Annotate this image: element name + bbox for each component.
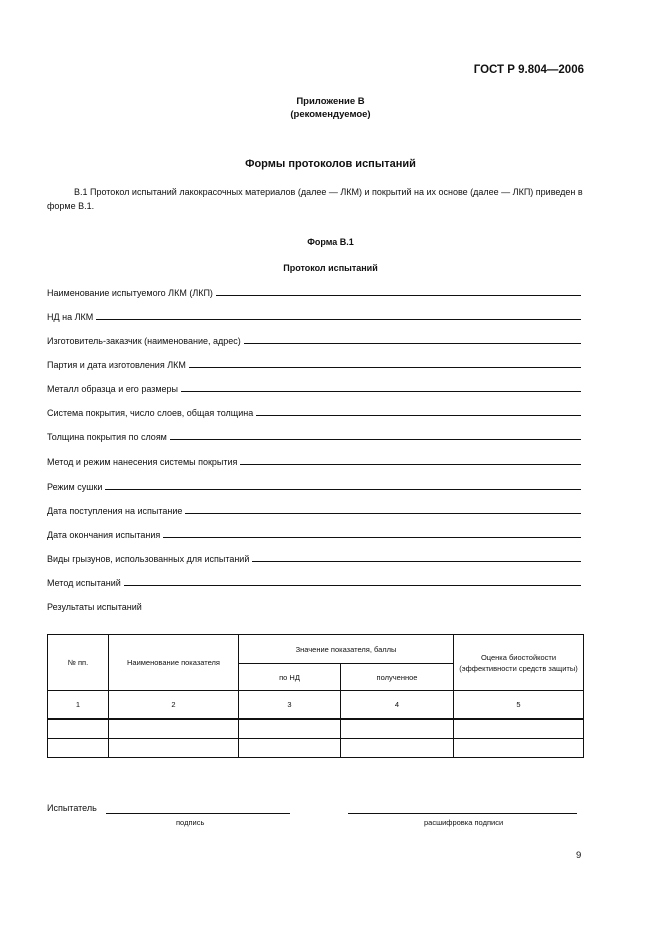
table-cell[interactable] <box>341 739 454 758</box>
table-cell[interactable] <box>48 739 109 758</box>
table-row <box>48 739 584 758</box>
results-table <box>47 634 584 758</box>
form-field[interactable] <box>47 285 581 299</box>
document-code: ГОСТ Р 9.804—2006 <box>473 64 584 76</box>
column-number: 4 <box>341 691 454 720</box>
table-cell[interactable] <box>109 719 239 739</box>
field-label: Режим сушки <box>47 482 103 492</box>
field-label: Дата окончания испытания <box>47 530 161 540</box>
fill-line <box>216 295 581 296</box>
field-label: Система покрытия, число слоев, общая толщина <box>47 408 254 418</box>
fill-line <box>185 513 581 514</box>
form-field[interactable] <box>47 429 581 443</box>
section-title: Формы протоколов испытаний <box>245 158 416 170</box>
table-cell[interactable] <box>454 739 584 758</box>
page-number: 9 <box>576 850 582 861</box>
form-field[interactable] <box>47 503 581 517</box>
table-cell[interactable] <box>239 739 341 758</box>
header-by-nd: по НД <box>239 664 341 691</box>
fill-line <box>240 464 581 465</box>
column-number: 5 <box>454 691 584 720</box>
annex-title: Приложение В <box>296 96 365 107</box>
fill-line <box>124 585 581 586</box>
fill-line <box>105 489 581 490</box>
form-title: Форма В.1 <box>307 237 354 247</box>
column-number: 1 <box>48 691 109 720</box>
field-label: Метод и режим нанесения системы покрытия <box>47 457 238 467</box>
column-number: 2 <box>109 691 239 720</box>
field-label: Металл образца и его размеры <box>47 384 179 394</box>
field-label: Наименование испытуемого ЛКМ (ЛКП) <box>47 288 213 298</box>
fill-line <box>256 415 581 416</box>
form-field[interactable] <box>47 479 581 493</box>
intro-paragraph: В.1 Протокол испытаний лакокрасочных материалов (далее — ЛКМ) и покрытий на их основе (далее — ЛКП) приведен в форме В.1. <box>47 187 583 211</box>
form-field[interactable] <box>47 357 581 371</box>
table-row <box>48 719 584 739</box>
fill-line <box>181 391 581 392</box>
field-label: Толщина покрытия по слоям <box>47 432 167 442</box>
table-cell[interactable] <box>239 719 341 739</box>
form-field[interactable] <box>47 309 581 323</box>
form-field[interactable] <box>47 575 581 589</box>
header-value-group: Значение показателя, баллы <box>239 635 454 664</box>
form-field[interactable] <box>47 527 581 541</box>
field-label: Изготовитель-заказчик (наименование, адрес) <box>47 336 241 346</box>
decoding-caption: расшифровка подписи <box>424 818 504 827</box>
results-label: Результаты испытаний <box>47 602 142 612</box>
fill-line <box>189 367 581 368</box>
form-field[interactable] <box>47 381 581 395</box>
table-cell[interactable] <box>109 739 239 758</box>
annex-note: (рекомендуемое) <box>290 109 371 120</box>
fill-line <box>96 319 581 320</box>
field-label: Партия и дата изготовления ЛКМ <box>47 360 186 370</box>
header-no: № пп. <box>48 635 109 691</box>
field-label: НД на ЛКМ <box>47 312 94 322</box>
header-indicator-name: Наименование показателя <box>109 635 239 691</box>
fill-line <box>163 537 581 538</box>
fill-line <box>170 439 581 440</box>
tester-label: Испытатель <box>47 803 97 813</box>
signature-caption: подпись <box>176 818 205 827</box>
signature-decoding-line[interactable] <box>348 813 577 814</box>
table-cell[interactable] <box>454 719 584 739</box>
form-field[interactable] <box>47 405 581 419</box>
signature-line[interactable] <box>106 813 290 814</box>
column-number: 3 <box>239 691 341 720</box>
form-field[interactable] <box>47 454 581 468</box>
fill-line <box>252 561 581 562</box>
field-label: Виды грызунов, использованных для испытаний <box>47 554 250 564</box>
table-cell[interactable] <box>341 719 454 739</box>
field-label: Метод испытаний <box>47 578 121 588</box>
header-obtained: полученное <box>341 664 454 691</box>
form-field[interactable] <box>47 333 581 347</box>
fill-line <box>244 343 581 344</box>
protocol-title: Протокол испытаний <box>283 263 378 273</box>
table-cell[interactable] <box>48 719 109 739</box>
header-assessment: Оценка биостойкости (эффективности средств защиты) <box>454 635 584 691</box>
form-field[interactable] <box>47 551 581 565</box>
field-label: Дата поступления на испытание <box>47 506 183 516</box>
column-number-row <box>48 691 584 720</box>
